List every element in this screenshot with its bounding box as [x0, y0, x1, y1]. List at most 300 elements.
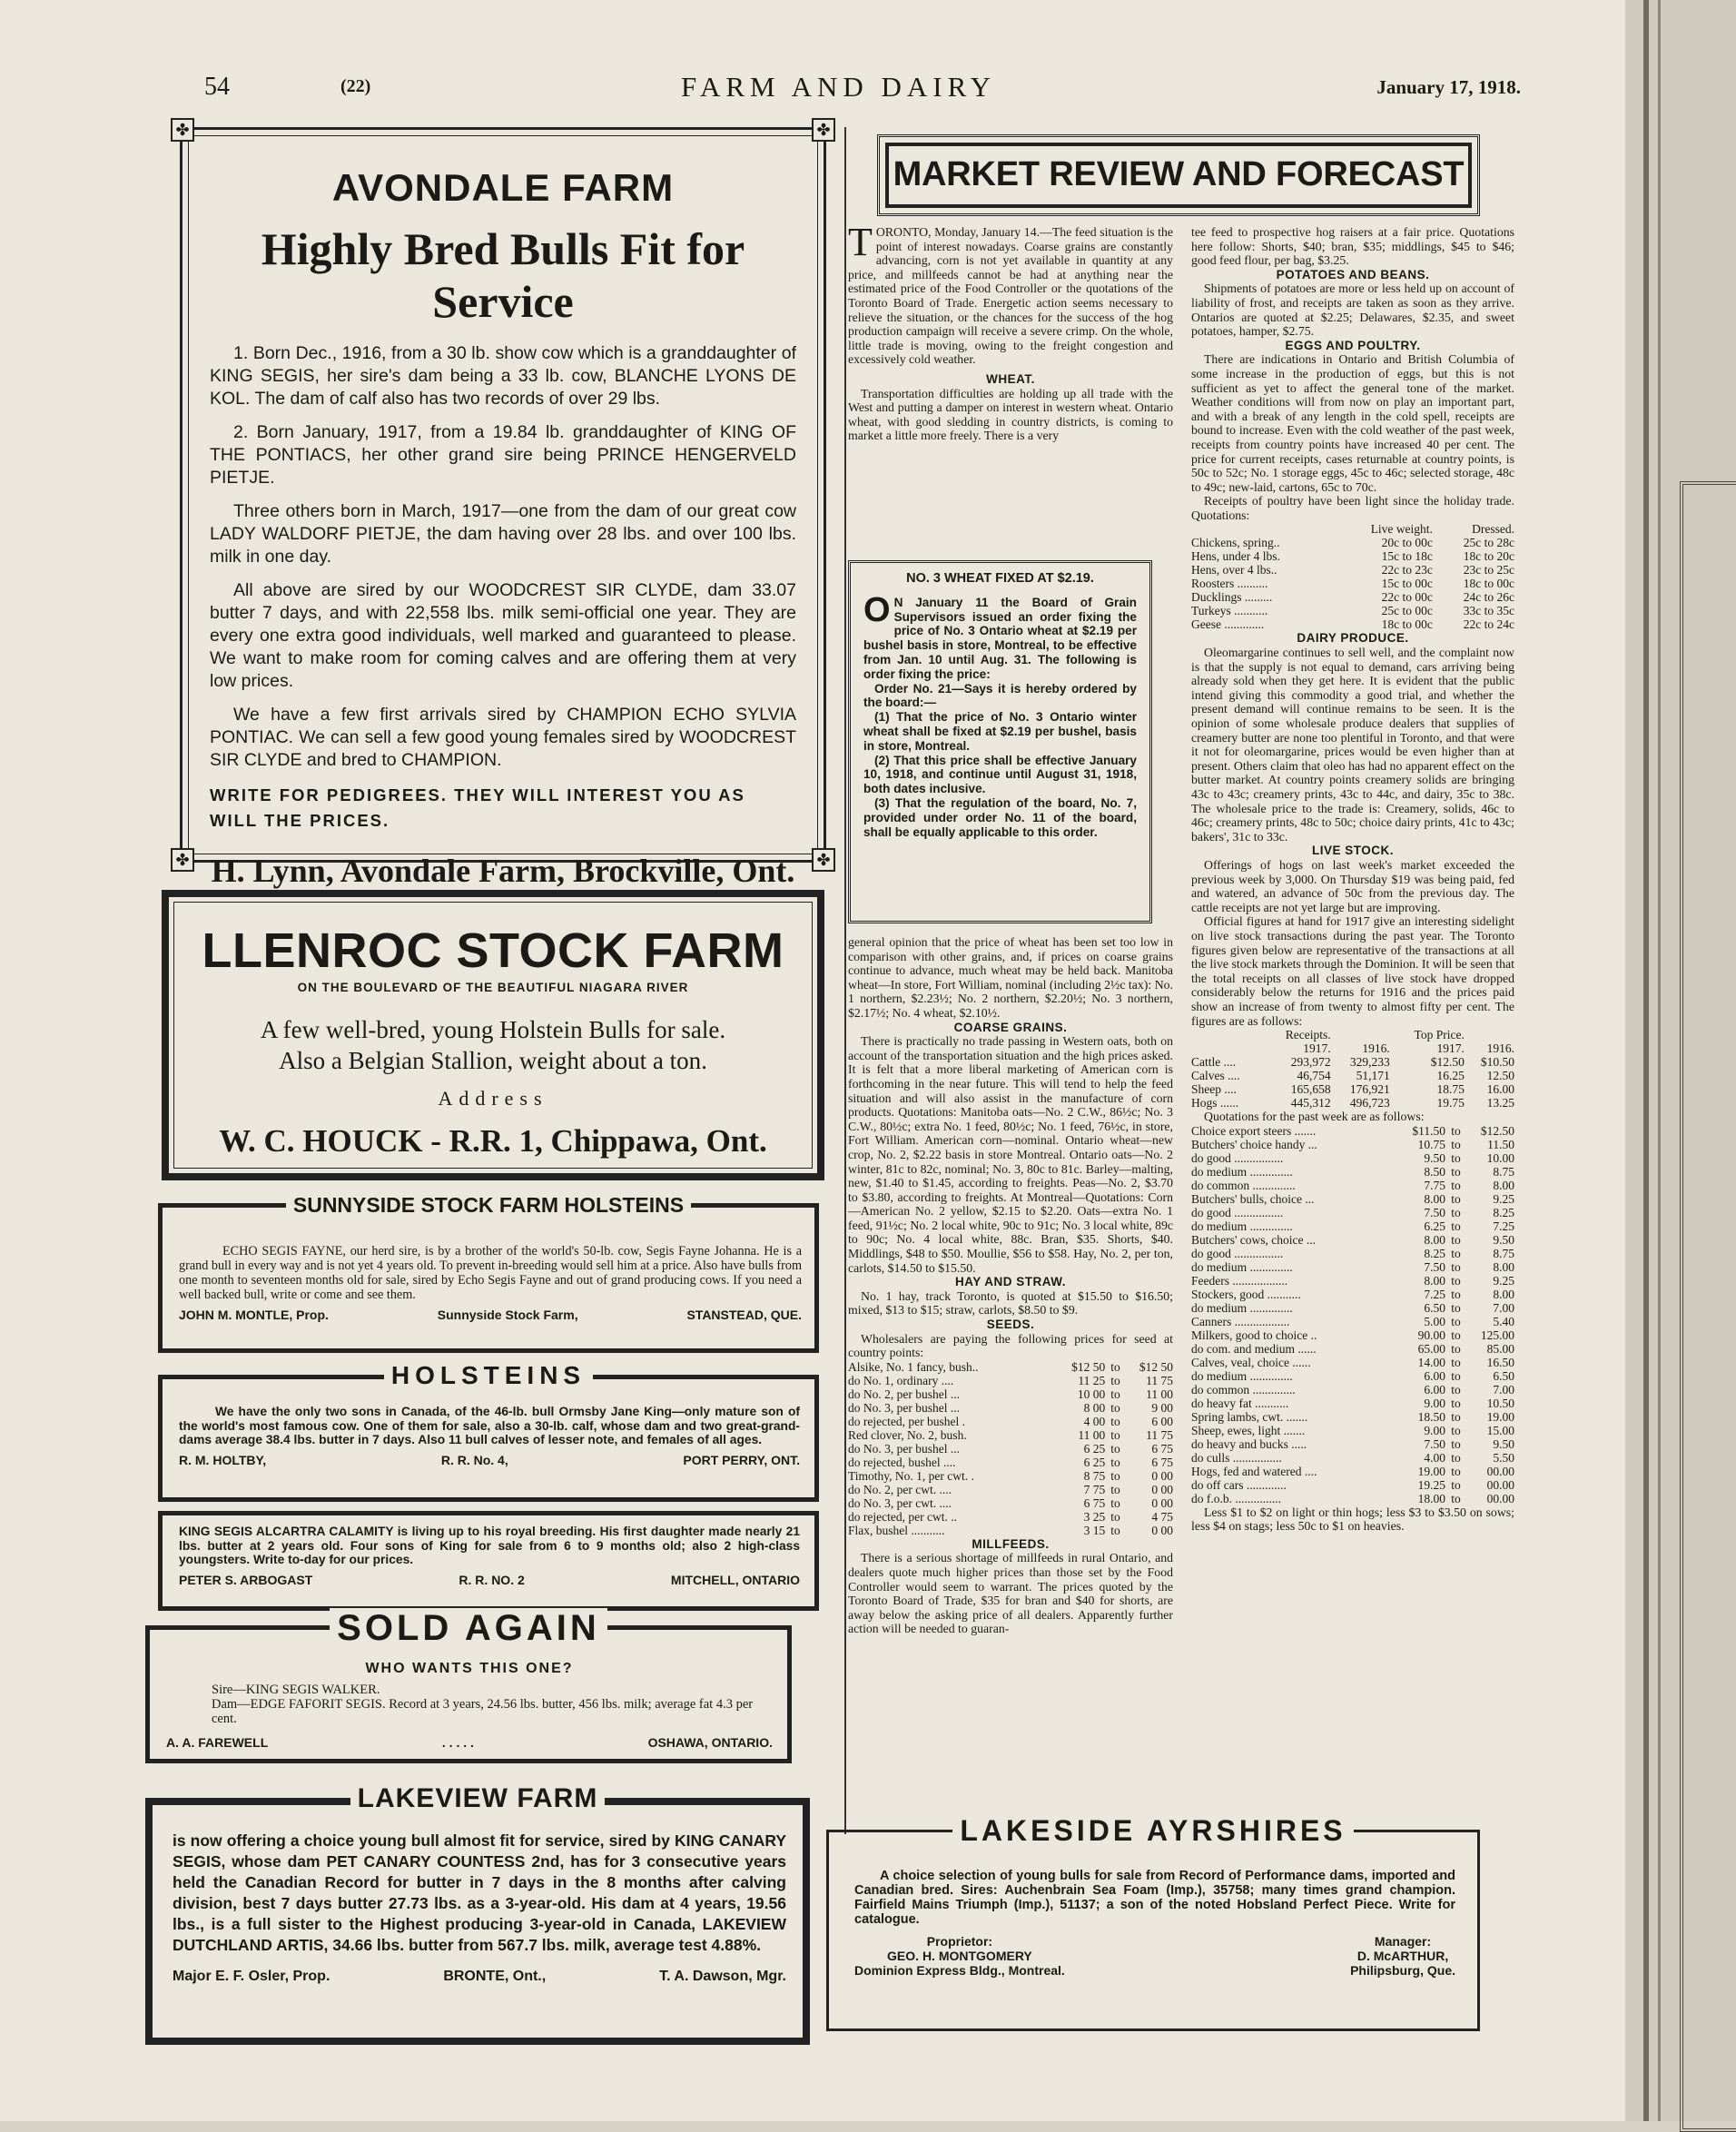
table-cell: to [1451, 1259, 1461, 1274]
box-paragraph: N January 11 the Board of Grain Supervisors issued an order fixing the price of No. 3 Ontario wheat at $2.19 per bushel basis in store, Montreal, to be effective from Jan. 10 until Aug. 31. The following is order fixing the price: [863, 595, 1137, 681]
ad-owner: PETER S. ARBOGAST [179, 1572, 313, 1587]
table-cell: 11 25 [1078, 1373, 1106, 1387]
llenroc-stock-farm-ad [162, 890, 824, 1180]
ad-title: SUNNYSIDE STOCK FARM HOLSTEINS [163, 1193, 814, 1218]
ad-footer [173, 1969, 786, 1985]
table-cell: do No. 2, per cwt. .... [848, 1482, 952, 1496]
seed-row [848, 1483, 1173, 1496]
wheat-text: Transportation difficulties are holding up all trade with the West and putting a damper on interest in western wheat. Ontario wheat, with good sledding in country districts, is coming to market a little more freely. There is a very [848, 386, 1173, 443]
table-header-row [1191, 1028, 1514, 1041]
table-cell: 22c to 23c [1381, 563, 1433, 577]
table-cell: 9.50 [1493, 1436, 1514, 1451]
table-cell: to [1451, 1382, 1461, 1397]
table-cell: to [1451, 1246, 1461, 1260]
table-cell: 18c to 00c [1381, 617, 1433, 632]
table-cell: 46,754 [1297, 1069, 1331, 1083]
quote-row [1191, 1192, 1514, 1206]
table-cell: to [1110, 1495, 1120, 1510]
ad-title: LAKESIDE AYRSHIRES [829, 1814, 1477, 1848]
table-cell: to [1451, 1219, 1461, 1233]
table-cell: Chickens, spring.. [1191, 536, 1280, 550]
subhead-wheat: WHEAT. [986, 371, 1035, 386]
table-cell: Calves .... [1191, 1069, 1240, 1083]
ad-owner: R. M. HOLTBY, [179, 1452, 267, 1467]
table-cell: do culls ................ [1191, 1450, 1282, 1465]
ad-line: Also a Belgian Stallion, weight about a ton. [279, 1047, 707, 1074]
poultry-row [1191, 536, 1514, 549]
table-cell: $12.50 [1430, 1055, 1465, 1070]
proprietor-label: Proprietor: [926, 1934, 993, 1949]
table-cell: 25c to 00c [1381, 604, 1433, 618]
ad-title: SOLD AGAIN [150, 1608, 787, 1649]
seed-row [848, 1360, 1173, 1374]
corner-ornament-icon: ✤ [171, 118, 194, 142]
table-cell: 0 00 [1151, 1468, 1173, 1483]
proprietor-block [854, 1934, 1065, 1978]
table-cell: do com. and medium ...... [1191, 1341, 1317, 1356]
ad-title: LLENROC STOCK FARM [202, 923, 784, 978]
seed-row [848, 1428, 1173, 1442]
ad-address: W. C. HOUCK - R.R. 1, Chippawa, Ont. [219, 1123, 767, 1159]
table-cell: to [1451, 1341, 1461, 1356]
table-cell: 6 00 [1151, 1414, 1173, 1428]
table-cell: 10.75 [1417, 1137, 1445, 1151]
table-cell: Canners .................. [1191, 1314, 1290, 1328]
table-cell: to [1451, 1464, 1461, 1478]
table-cell: do heavy fat ........... [1191, 1396, 1289, 1410]
table-cell: Butchers' cows, choice ... [1191, 1232, 1317, 1247]
table-cell: Geese ............. [1191, 617, 1265, 632]
table-cell: 6.50 [1424, 1300, 1445, 1315]
proprietor-address: Dominion Express Bldg., Montreal. [854, 1963, 1065, 1978]
table-cell: 9 00 [1151, 1400, 1173, 1415]
table-cell: 10 00 [1077, 1387, 1106, 1401]
table-cell: 8.00 [1424, 1273, 1445, 1288]
millfeeds-continued: tee feed to prospective hog raisers at a fair price. Quotations here follow: Shorts, $40; bran, $35; middlings, $45 to $46; good feed flour, per bag, $3.25. [1191, 225, 1514, 268]
quote-row [1191, 1151, 1514, 1165]
manager-label: Manager: [1374, 1934, 1432, 1949]
table-cell: 8.00 [1493, 1178, 1514, 1192]
table-cell: do No. 3, per bushel ... [848, 1400, 960, 1415]
table-cell: Butchers' choice handy ... [1191, 1137, 1317, 1151]
table-cell: 4 00 [1083, 1414, 1106, 1428]
table-cell: to [1451, 1123, 1461, 1138]
market-column-1-continued [848, 935, 1173, 1636]
livestock-quotes-table [1191, 1124, 1514, 1505]
table-cell: 8.25 [1424, 1246, 1445, 1260]
ad-subtitle: Highly Bred Bulls Fit for Service [261, 223, 745, 327]
table-cell: 7.25 [1424, 1287, 1445, 1301]
ad-signature: H. Lynn, Avondale Farm, Brockville, Ont. [211, 853, 795, 889]
quote-row [1191, 1383, 1514, 1397]
table-cell: Hogs, fed and watered .... [1191, 1464, 1317, 1478]
quote-row [1191, 1288, 1514, 1301]
holtby-holsteins-ad [158, 1361, 819, 1502]
ad-paragraph: Three others born in March, 1917—one from the dam of our great cow LADY WALDORF PIETJE, the dam having over 28 lbs. and over 100 lbs. milk in one day. [210, 501, 796, 567]
table-cell: 18.50 [1417, 1409, 1445, 1424]
table-cell: 16.25 [1436, 1069, 1465, 1083]
wheat-continued: general opinion that the price of wheat has been set too low in comparison with other grains, and, if prices on coarse grains continue to advance, much wheat may be held back. Manitoba wheat—In store, Fort William, nominal (including 2½c tax): No. 1 northern, $2.23½; No. 2 northern, $2.20½; No. 3 northern, $2.17½; No. 4 wheat, $2.10½. [848, 935, 1173, 1020]
column-header: 1916. [1486, 1041, 1514, 1056]
table-cell: 18c to 00c [1463, 577, 1514, 591]
table-cell: $12 50 [1139, 1359, 1173, 1374]
drop-cap: T [848, 220, 873, 264]
ad-line: Dam—EDGE FAFORIT SEGIS. Record at 3 years, 24.56 lbs. butter, 456 lbs. milk; average fat 4.3 per cent. [212, 1697, 754, 1726]
table-cell: 176,921 [1349, 1082, 1390, 1097]
ad-tagline: ON THE BOULEVARD OF THE BEAUTIFUL NIAGARA RIVER [297, 981, 689, 994]
table-cell: 6 25 [1083, 1441, 1106, 1456]
table-cell: 33c to 35c [1463, 604, 1514, 618]
table-cell: Butchers' bulls, choice ... [1191, 1191, 1315, 1206]
table-cell: Alsike, No. 1 fancy, bush.. [848, 1359, 979, 1374]
ad-owner: A. A. FAREWELL [166, 1735, 269, 1750]
ad-dots: . . . . . [441, 1735, 474, 1750]
table-cell: to [1110, 1373, 1120, 1387]
table-cell: 7 75 [1083, 1482, 1106, 1496]
table-cell: to [1451, 1178, 1461, 1192]
table-cell: Calves, veal, choice ...... [1191, 1355, 1311, 1369]
ad-line: A few well-bred, young Holstein Bulls for sale. [260, 1016, 726, 1043]
avondale-farm-ad [175, 121, 831, 889]
table-cell: 19.75 [1436, 1096, 1465, 1110]
table-cell: 11 00 [1078, 1427, 1106, 1442]
table-cell: 9.50 [1424, 1150, 1445, 1165]
table-cell: 51,171 [1356, 1069, 1390, 1083]
table-cell: 00.00 [1486, 1464, 1514, 1478]
table-cell: Turkeys ........... [1191, 604, 1268, 618]
quote-row [1191, 1219, 1514, 1233]
subhead-millfeeds: MILLFEEDS. [972, 1536, 1050, 1551]
sunnyside-stock-farm-ad [158, 1193, 819, 1353]
box-title: NO. 3 WHEAT FIXED AT $2.19. [906, 571, 1094, 586]
table-cell: to [1451, 1137, 1461, 1151]
quote-row [1191, 1328, 1514, 1342]
column-header [1191, 1041, 1264, 1055]
table-cell: 24c to 26c [1463, 590, 1514, 605]
issue-date: January 17, 1918. [1376, 76, 1521, 98]
masthead [204, 73, 1521, 109]
column-header: 1916. [1362, 1041, 1390, 1056]
column-rule [844, 127, 846, 1834]
adjacent-page-edge [1625, 0, 1736, 2121]
ad-body: KING SEGIS ALCARTRA CALAMITY is living up to his royal breeding. His first daughter made nearly 21 lbs. butter at 2 years old. Four sons of King for sale from 6 to 9 months old; also 2 high-class youngsters. Write to-day for our prices. [179, 1525, 800, 1566]
table-header-row [1191, 1041, 1514, 1055]
table-cell: 9.25 [1493, 1191, 1514, 1206]
poultry-row [1191, 577, 1514, 590]
market-intro: ORONTO, Monday, January 14.—The feed situation is the point of interest nowadays. Coarse grains are constantly advancing, corn is not yet available in quantity at any price, and millfeeds cannot be had at anything near the estimated price of the Food Controller or the quotations of the Toronto Board of Trade. Energetic action seems necessary to relieve the situation, or the chances for the success of the hog production campaign will receive a severe crimp. On the whole, little trade is moving, owing to the freight congestion and excessively cold weather. [848, 225, 1173, 367]
ad-subtitle: WHO WANTS THIS ONE? [365, 1661, 574, 1676]
subhead-seeds: SEEDS. [986, 1318, 1035, 1332]
table-cell: to [1110, 1482, 1120, 1496]
table-cell: 19.00 [1486, 1409, 1514, 1424]
ad-footer [854, 1934, 1455, 1978]
table-cell: 13.25 [1486, 1096, 1514, 1110]
subhead-eggs: EGGS AND POULTRY. [1285, 338, 1421, 352]
quote-row [1191, 1424, 1514, 1437]
ad-rr: R. R. NO. 2 [459, 1572, 525, 1587]
table-cell: Roosters .......... [1191, 577, 1268, 591]
subhead-dairy: DAIRY PRODUCE. [1297, 631, 1409, 646]
table-cell: do medium .............. [1191, 1368, 1293, 1383]
market-review-header [877, 134, 1480, 216]
table-cell: 7.50 [1424, 1205, 1445, 1219]
table-cell: 9.25 [1493, 1273, 1514, 1288]
table-cell: do medium .............. [1191, 1219, 1293, 1233]
table-cell: Flax, bushel ........... [848, 1523, 945, 1537]
seeds-table [848, 1360, 1173, 1537]
ad-paragraph: All above are sired by our WOODCREST SIR CLYDE, dam 33.07 butter 7 days, and with 22,558 lbs. milk semi-official one year. They are every one extra good individuals, well marked and guaranteed to please. We want to make room for coming calves and are offering them at very low prices. [210, 580, 796, 691]
quote-row [1191, 1369, 1514, 1383]
table-cell: 6 75 [1151, 1455, 1173, 1469]
seed-row [848, 1401, 1173, 1415]
table-cell: to [1451, 1491, 1461, 1505]
table-cell: 9.00 [1424, 1396, 1445, 1410]
column-header [1191, 1028, 1264, 1041]
stock-row [1191, 1069, 1514, 1082]
seed-row [848, 1456, 1173, 1469]
ad-rr: R. R. No. 4, [440, 1452, 508, 1467]
table-cell: to [1110, 1468, 1120, 1483]
quote-row [1191, 1274, 1514, 1288]
stock-row [1191, 1082, 1514, 1096]
table-cell: to [1451, 1328, 1461, 1342]
quote-row [1191, 1315, 1514, 1328]
quote-row [1191, 1247, 1514, 1260]
table-cell: 11.50 [1487, 1137, 1514, 1151]
corner-ornament-icon: ✤ [812, 118, 835, 142]
table-cell: Cattle .... [1191, 1055, 1237, 1070]
box-paragraph: (1) That the price of No. 3 Ontario winter wheat shall be fixed at $2.19 per bushel, basis in store, Montreal. [863, 710, 1137, 753]
table-cell: 5.40 [1493, 1314, 1514, 1328]
table-cell: 00.00 [1486, 1491, 1514, 1505]
table-cell: 8.75 [1493, 1246, 1514, 1260]
stock-row [1191, 1055, 1514, 1069]
quote-row [1191, 1165, 1514, 1179]
quote-row [1191, 1437, 1514, 1451]
proprietor-name: GEO. H. MONTGOMERY [887, 1949, 1032, 1963]
table-cell: 90.00 [1417, 1328, 1445, 1342]
table-cell: 9.50 [1493, 1232, 1514, 1247]
seed-row [848, 1415, 1173, 1428]
table-cell: 7.25 [1493, 1219, 1514, 1233]
table-cell: to [1451, 1164, 1461, 1179]
table-cell: 6.00 [1424, 1382, 1445, 1397]
table-cell: to [1451, 1191, 1461, 1206]
ad-footer [166, 1735, 773, 1750]
box-paragraph: (3) That the regulation of the board, No. 7, provided under order No. 11 of the board, shall be equally applicable to this order. [863, 795, 1137, 839]
table-cell: 4 75 [1151, 1509, 1173, 1524]
table-cell: 10.00 [1486, 1150, 1514, 1165]
eggs-text: There are indications in Ontario and British Columbia of some increase in the production of eggs, but this is not sufficient as yet to affect the general tone of the market. Weather conditions will from now on play an important part, and with a break of any length in the cold spell, receipts are bound to increase. Even with the cold weather of the past week, receipts from country points have increased 40 per cent. The price for current receipts, cases returnable at country points, is 50c to 52c; No. 1 storage eggs, 45c to 46c; selected storage, 48c to 49c; new-laid, cartons, 65c to 70c. [1191, 352, 1514, 494]
table-cell: 7.50 [1424, 1259, 1445, 1274]
page-number-alt: (22) [340, 76, 371, 96]
table-cell: to [1110, 1523, 1120, 1537]
table-cell: 12.50 [1486, 1069, 1514, 1083]
table-cell: 22c to 00c [1381, 590, 1433, 605]
table-cell: to [1451, 1396, 1461, 1410]
sold-again-ad [145, 1608, 792, 1763]
table-cell: do No. 2, per bushel ... [848, 1387, 960, 1401]
lakeview-farm-ad [145, 1783, 810, 2045]
table-cell: 8.25 [1493, 1205, 1514, 1219]
table-cell: 19.00 [1417, 1464, 1445, 1478]
table-cell: Spring lambs, cwt. ....... [1191, 1409, 1308, 1424]
table-cell: Ducklings ......... [1191, 590, 1273, 605]
table-cell: 5.00 [1424, 1314, 1445, 1328]
corner-ornament-icon: ✤ [171, 848, 194, 872]
table-cell: to [1110, 1387, 1120, 1401]
table-cell: 8 75 [1083, 1468, 1106, 1483]
table-cell: 15.00 [1486, 1423, 1514, 1437]
seed-row [848, 1496, 1173, 1510]
table-cell: to [1110, 1427, 1120, 1442]
ad-place: STANSTEAD, QUE. [686, 1308, 802, 1322]
column-header [1191, 522, 1334, 536]
table-cell: 8 00 [1083, 1400, 1106, 1415]
ad-paragraph: We have a few first arrivals sired by CHAMPION ECHO SYLVIA PONTIAC. We can sell a few good young females sired by WOODCREST SIR CLYDE and bred to CHAMPION. [210, 705, 796, 770]
table-cell: 0 00 [1151, 1495, 1173, 1510]
table-cell: do f.o.b. ............... [1191, 1491, 1281, 1505]
seed-row [848, 1524, 1173, 1537]
table-cell: 8.75 [1493, 1164, 1514, 1179]
table-cell: $11.50 [1412, 1123, 1445, 1138]
table-cell: Hens, under 4 lbs. [1191, 549, 1280, 564]
table-cell: 18.75 [1436, 1082, 1465, 1097]
table-cell: do common .............. [1191, 1178, 1296, 1192]
table-cell: Sheep, ewes, light ....... [1191, 1423, 1306, 1437]
table-cell: do medium .............. [1191, 1300, 1293, 1315]
poultry-table [1191, 522, 1514, 631]
table-header-row [1191, 522, 1514, 536]
poultry-row [1191, 549, 1514, 563]
column-header: Live weight. [1370, 522, 1433, 537]
table-cell: to [1451, 1409, 1461, 1424]
drop-cap: O [863, 590, 891, 629]
table-cell: do No. 1, ordinary .... [848, 1373, 954, 1387]
table-cell: $12.50 [1480, 1123, 1514, 1138]
column-header: Top Price. [1414, 1028, 1465, 1042]
seed-row [848, 1387, 1173, 1401]
table-cell: 3 25 [1083, 1509, 1106, 1524]
hog-discount-text: Less $1 to $2 on light or thin hogs; less $3 to $3.50 on sows; less $4 on stags; less 50c to $1 on heavies. [1191, 1505, 1514, 1534]
quote-row [1191, 1410, 1514, 1424]
table-cell: 16.50 [1486, 1355, 1514, 1369]
table-cell: 00.00 [1486, 1477, 1514, 1492]
table-cell: 14.00 [1417, 1355, 1445, 1369]
official-figures-text: Official figures at hand for 1917 give an interesting sidelight on live stock transactions during the past year. The Toronto figures given below are representative of the transactions at all the live stock markets through the Dominion. It will be seen that the total receipts on all classes of live stock have dropped considerably below the returns for 1916 and the prices paid show an increase of from twenty to almost fifty per cent. The figures are as follows: [1191, 914, 1514, 1028]
table-cell: do No. 3, per bushel ... [848, 1441, 960, 1456]
table-cell: to [1451, 1477, 1461, 1492]
table-cell: 6.25 [1424, 1219, 1445, 1233]
quote-row [1191, 1356, 1514, 1369]
ad-title: LAKEVIEW FARM [153, 1783, 803, 1814]
ad-place: BRONTE, Ont., [443, 1969, 547, 1984]
dairy-text: Oleomargarine continues to sell well, and the complaint now is that the supply is not equal to demand, cars arriving being already sold when they get here. It is evident that the public intend giving this commodity a good trial, and whether the present demand will continue remains to be seen. It is the opinion of some wholesale produce dealers that supplies of creamery butter are none too plentiful in Toronto, and that were it not for oleomargarine, prices would be even higher than at present. Others claim that oleo has had no apparent effect on the butter market. At country points creamery solids are bringing 43c to 43c; creamery prints, 43c to 44c, and dairy, 35c to 38c. The wholesale price to the trade is: Creamery, solids, 46c to 46c; creamery prints, 48c to 50c; choice dairy prints, 41c to 43c; bakers', 31c to 33c. [1191, 646, 1514, 844]
table-cell: to [1110, 1455, 1120, 1469]
table-cell: to [1451, 1300, 1461, 1315]
table-cell: 16.00 [1486, 1082, 1514, 1097]
table-cell: 445,312 [1290, 1096, 1331, 1110]
table-cell: 11 00 [1146, 1387, 1173, 1401]
table-cell: 11 75 [1146, 1427, 1173, 1442]
table-cell: do No. 3, per cwt. .... [848, 1495, 952, 1510]
table-cell: to [1451, 1436, 1461, 1451]
subhead-potatoes: POTATOES AND BEANS. [1276, 267, 1430, 281]
table-cell: do good ................ [1191, 1246, 1284, 1260]
ad-place: OSHAWA, ONTARIO. [647, 1735, 773, 1750]
quote-row [1191, 1301, 1514, 1315]
table-cell: 7.00 [1493, 1382, 1514, 1397]
live-stock-text: Offerings of hogs on last week's market exceeded the previous week by 3,000. On Thursday $19 was being paid, fed and watered, an advance of 50c from the previous day. The cattle receipts are not yet large but are improving. [1191, 857, 1514, 914]
quote-row [1191, 1397, 1514, 1410]
ad-place: PORT PERRY, ONT. [683, 1452, 800, 1467]
hay-text: No. 1 hay, track Toronto, is quoted at $15.50 to $16.50; mixed, $13 to $15; straw, carlots, $8.50 to $9. [848, 1288, 1173, 1318]
table-cell: to [1110, 1359, 1120, 1374]
table-cell: to [1451, 1273, 1461, 1288]
box-paragraph: (2) That this price shall be effective January 10, 1918, and continue until August 31, 1918, both dates inclusive. [863, 753, 1137, 796]
millfeeds-text: There is a serious shortage of millfeeds in rural Ontario, and dealers quote much higher prices than those set by the Food Controller would seem to warrant. The prices quoted by the Toronto Board of Trade, $35 for bran and $40 for shorts, are away below the asking price of all dealers. Apparently further action will be needed to guaran- [848, 1551, 1173, 1636]
table-cell: 6.50 [1493, 1368, 1514, 1383]
column-header: 1917. [1436, 1041, 1465, 1056]
table-cell: 6.00 [1424, 1368, 1445, 1383]
subhead-hay: HAY AND STRAW. [954, 1275, 1067, 1289]
table-cell: do rejected, per cwt. .. [848, 1509, 957, 1524]
market-column-2 [1191, 225, 1514, 1534]
ad-body: We have the only two sons in Canada, of the 46-lb. bull Ormsby Jane King—only mature son of the world's most famous cow. One of them for sale, also a 30-lb. calf, whose dam and two great-grand-dams average 38.4 lbs. butter in 7 days. Also 11 bull calves of lesser note, and females of all ages. [179, 1405, 800, 1446]
ad-footer [179, 1573, 800, 1587]
table-cell: 4.00 [1424, 1450, 1445, 1465]
table-cell: 65.00 [1417, 1341, 1445, 1356]
column-header [1331, 1028, 1390, 1041]
ad-paragraph: 2. Born January, 1917, from a 19.84 lb. granddaughter of KING OF THE PONTIACS, her other grand sire being PRINCE HENGERVELD PIETJE. [210, 422, 796, 488]
ad-manager: T. A. Dawson, Mgr. [659, 1969, 786, 1984]
table-cell: to [1451, 1368, 1461, 1383]
corner-ornament-icon: ✤ [812, 848, 835, 872]
table-cell: 8.00 [1493, 1259, 1514, 1274]
coarse-grains-text: There is practically no trade passing in Western oats, both on account of the transportation situation and the high prices asked. It is felt that a more liberal marketing of American corn is forthcoming in the near future. This will tend to help the feed situation and will also assist in the manufacture of corn products. Quotations: Manitoba oats—No. 2 C.W., 86½c; No. 3 C.W., 80½c; extra No. 1 feed, 80½c; No. 1 feed, 76½c, in store, Fort William. American corn—nominal. Ontario wheat—new crop, No. 2, $2.22 basis in store Montreal. Ontario oats—No. 2 winter, 81c to 82c, nominal; No. 3, 80c to 81c. Barley—malting, new, $1.40 to $1.45, according to freights. Peas—No. 2, $3.70 to $3.80, according to freights. At Montreal—Quotations: Corn—American No. 2 yellow, $2.15 to $2.20. Oats—extra No. 1 feed, 91½c; No. 2 local white, 90c to 91c; No. 3 local white, 89c to 90c; No. 4 local white, 88c. Bran, $35. Shorts, $40. Middlings, $48 to $50. Moullie, $56 to $58. Hay, No. 2, per ton, carlots, $14.50 to $15.50. [848, 1034, 1173, 1275]
quote-row [1191, 1233, 1514, 1247]
quote-row [1191, 1451, 1514, 1465]
table-cell: do rejected, per bushel . [848, 1414, 965, 1428]
page-number: 54 [204, 73, 230, 101]
table-cell: to [1451, 1450, 1461, 1465]
table-cell: to [1451, 1232, 1461, 1247]
table-cell: 22c to 24c [1463, 617, 1514, 632]
adjacent-page-frame [1680, 481, 1736, 2132]
table-cell: 20c to 00c [1381, 536, 1433, 550]
table-cell: 25c to 28c [1463, 536, 1514, 550]
ad-owner: Major E. F. Osler, Prop. [173, 1969, 330, 1984]
quote-row [1191, 1492, 1514, 1505]
table-cell: 18.00 [1417, 1491, 1445, 1505]
page-edge-line [1658, 0, 1661, 2121]
ad-footer [179, 1308, 802, 1322]
ad-title: HOLSTEINS [163, 1361, 814, 1390]
table-cell: Hens, over 4 lbs.. [1191, 563, 1277, 577]
table-cell: to [1451, 1314, 1461, 1328]
ad-paragraph: 1. Born Dec., 1916, from a 30 lb. show cow which is a granddaughter of KING SEGIS, her sire's dam being a 33 lb. cow, BLANCHE LYONS DE KOL. The dam of calf also has two records of over 29 lbs. [210, 343, 796, 409]
quote-row [1191, 1124, 1514, 1138]
quote-row [1191, 1342, 1514, 1356]
table-cell: 7.00 [1493, 1300, 1514, 1315]
table-cell: 496,723 [1349, 1096, 1390, 1110]
table-cell: do medium .............. [1191, 1164, 1293, 1179]
table-cell: $10.50 [1480, 1055, 1514, 1070]
poultry-text: Receipts of poultry have been light since the holiday trade. Quotations: [1191, 494, 1514, 522]
poultry-row [1191, 604, 1514, 617]
lakeside-ayrshires-ad [826, 1814, 1480, 2031]
table-cell: 8.00 [1424, 1191, 1445, 1206]
